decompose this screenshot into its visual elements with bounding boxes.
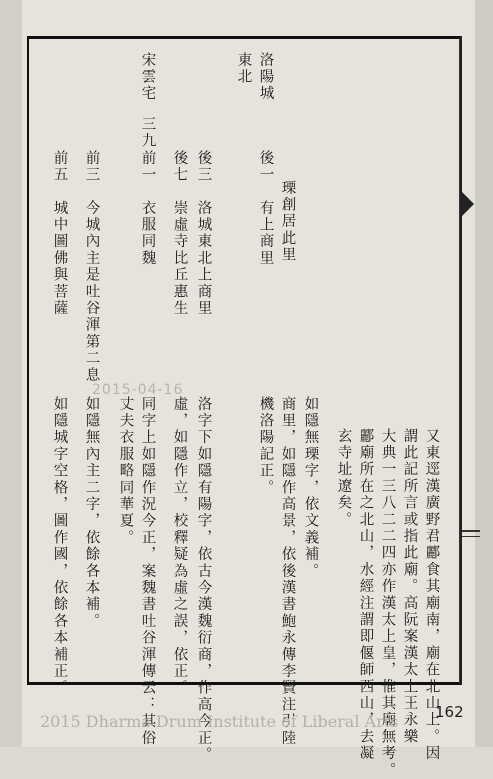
note-line-8: 機洛陽記正。 bbox=[257, 396, 274, 497]
ref-label-6: 前五 bbox=[51, 150, 68, 184]
heading-number: 三九 bbox=[139, 116, 156, 150]
headword-6: 今城內主是吐谷渾第二息 bbox=[83, 200, 100, 384]
note-line-6: 如隱無瑮字，依文義補。 bbox=[302, 396, 319, 580]
note-line-10: 虛，如隱作立，校釋疑為虛之誤，依正。 bbox=[171, 396, 188, 697]
right-page-edge bbox=[475, 0, 493, 747]
headword-1: 瑮創居此里 bbox=[279, 180, 296, 264]
headword-3: 洛城東北上商里 bbox=[195, 200, 212, 317]
ref-label-1: 後一 bbox=[257, 150, 274, 184]
headword-4: 崇虛寺比丘惠生 bbox=[171, 200, 188, 317]
margin-rule-mark bbox=[462, 530, 480, 532]
heading-luoyang: 洛陽城 bbox=[257, 52, 274, 103]
right-frame-rule bbox=[460, 36, 462, 685]
note-line-9: 洛字下如隱有陽字，依古今漢魏衍商，作高今正。 bbox=[195, 396, 212, 764]
note-line-12: 丈夫衣服略同華夏。 bbox=[117, 396, 134, 547]
note-line-2: 謂此記所言或指此廟。高阮案漢太上王永樂 bbox=[401, 428, 418, 746]
ref-label-2: 後三 bbox=[195, 150, 212, 184]
margin-rule-mark-2 bbox=[462, 536, 480, 537]
page-tab-marker bbox=[460, 190, 474, 218]
note-line-4: 酈廟所在之北山，水經注謂即偃師西山，去凝 bbox=[357, 428, 374, 762]
institute-watermark: 2015 Dharma Drum Institute of Liberal Arts bbox=[40, 712, 399, 731]
heading-songyun: 宋雲宅 bbox=[139, 52, 156, 103]
left-bleed-margin bbox=[0, 0, 22, 747]
ref-label-5: 前三 bbox=[83, 150, 100, 184]
note-line-13: 如隱無內主二字，依餘各本補。 bbox=[83, 396, 100, 630]
headword-2: 有上商里 bbox=[257, 200, 274, 267]
ref-label-3: 後七 bbox=[171, 150, 188, 184]
page-number: 162 bbox=[435, 703, 464, 721]
heading-dongbei: 東北 bbox=[235, 52, 252, 86]
date-stamp: 2015-04-16 bbox=[92, 382, 184, 398]
headword-5: 衣服同魏 bbox=[139, 200, 156, 267]
ref-label-4: 前一 bbox=[139, 150, 156, 184]
note-line-7: 商里，如隱作高景，依後漢書鮑永傳李賢注引陸 bbox=[279, 396, 296, 747]
note-line-3: 大典一三八二二四亦作漢太上皇，惟其廟無考。 bbox=[379, 428, 396, 779]
note-line-1: 又東逕漢廣野君酈食其廟南，廟在北山上。因 bbox=[423, 428, 440, 762]
note-line-14: 如隱城字空格，圖作國，依餘各本補正。 bbox=[51, 396, 68, 697]
headword-7: 城中圖佛與菩薩 bbox=[51, 200, 68, 317]
note-line-11: 同字上如隱作況今正，案魏書吐谷渾傳云：其俗 bbox=[139, 396, 156, 747]
note-line-5: 玄寺址遼矣。 bbox=[335, 428, 352, 529]
